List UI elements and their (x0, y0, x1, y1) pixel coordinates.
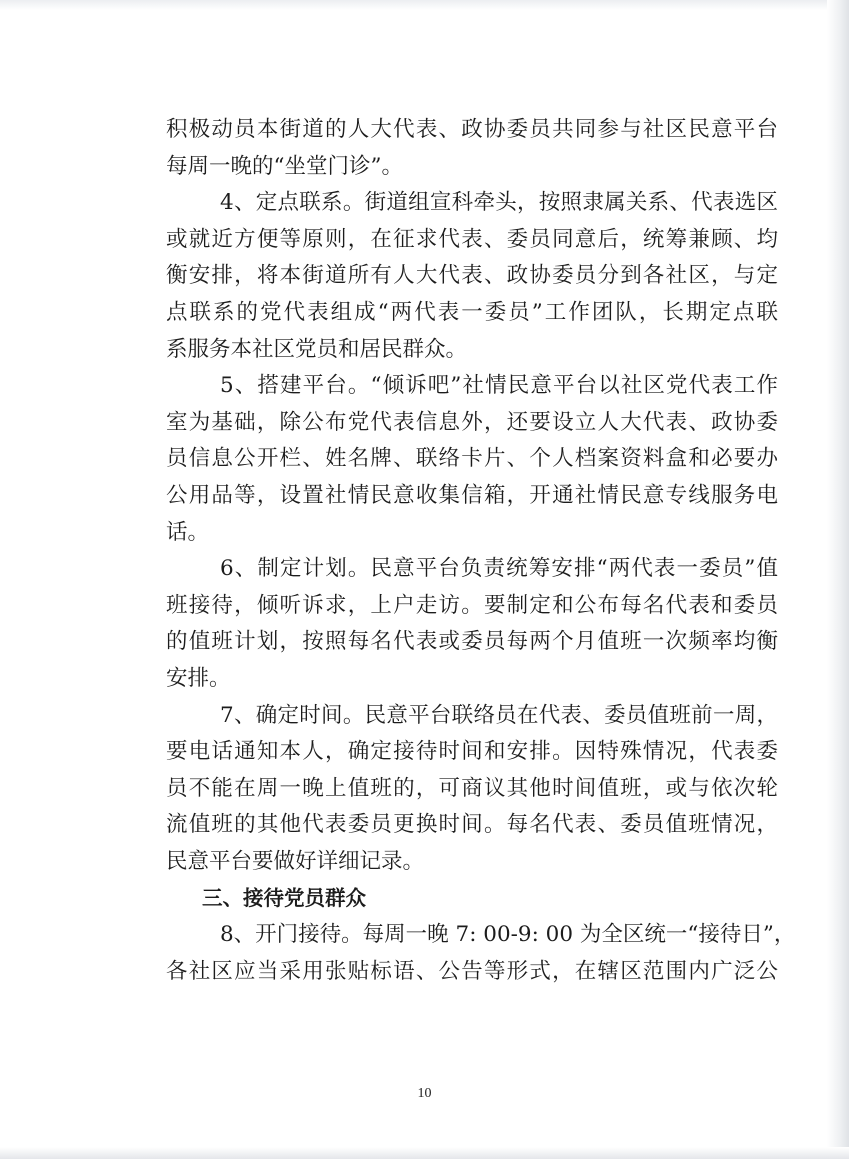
paragraph-heading-8: 8、开门接待。每周一晚 7: 00-9: 00 为全区统一“接待日”， (220, 922, 796, 948)
text-line: 公用品等，设置社情民意收集信箱，开通社情民意专线服务电 (166, 482, 778, 508)
paragraph-heading-5: 5、搭建平台。“倾诉吧”社情民意平台以社区党代表工作 (220, 373, 778, 399)
text-line: 或就近方便等原则，在征求代表、委员同意后，统筹兼顾、均 (166, 226, 778, 252)
body-text (166, 112, 796, 990)
text-line: 流值班的其他代表委员更换时间。每名代表、委员值班情况， (166, 812, 778, 838)
text-line: 衡安排，将本街道所有人大代表、政协委员分到各社区，与定 (166, 263, 778, 289)
paragraph-heading-7: 7、确定时间。民意平台联络员在代表、委员值班前一周， (220, 702, 778, 728)
paragraph-heading-4: 4、定点联系。街道组宣科牵头，按照隶属关系、代表选区 (220, 190, 778, 216)
text-line: 每周一晚的“坐堂门诊”。 (166, 153, 403, 179)
text-line: 员信息公开栏、姓名牌、联络卡片、个人档案资料盒和必要办 (166, 446, 778, 472)
text-line: 系服务本社区党员和居民群众。 (166, 336, 468, 362)
text-line: 积极动员本街道的人大代表、政协委员共同参与社区民意平台 (166, 117, 778, 142)
scan-edge-right (827, 0, 849, 1159)
text-line: 班接待，倾听诉求，上户走访。要制定和公布每名代表和委员 (166, 592, 778, 618)
section-heading: 三、接待党员群众 (202, 886, 366, 911)
text-line: 话。 (166, 519, 210, 545)
scan-edge-top (0, 0, 849, 10)
text-line: 各社区应当采用张贴标语、公告等形式，在辖区范围内广泛公 (166, 958, 778, 984)
scan-edge-bottom (0, 1147, 849, 1159)
text-line: 点联系的党代表组成“两代表一委员”工作团队，长期定点联 (166, 299, 778, 325)
paragraph-heading-6: 6、制定计划。民意平台负责统筹安排“两代表一委员”值 (220, 556, 778, 582)
text-line: 室为基础，除公布党代表信息外，还要设立人大代表、政协委 (166, 409, 778, 435)
text-line: 安排。 (166, 665, 231, 691)
text-line: 要电话通知本人，确定接待时间和安排。因特殊情况，代表委 (166, 739, 778, 765)
text-line: 员不能在周一晚上值班的，可商议其他时间值班，或与依次轮 (166, 775, 778, 801)
text-line: 的值班计划，按照每名代表或委员每两个月值班一次频率均衡 (166, 629, 778, 655)
page-number: 10 (417, 1086, 432, 1101)
text-line: 民意平台要做好详细记录。 (166, 848, 425, 874)
